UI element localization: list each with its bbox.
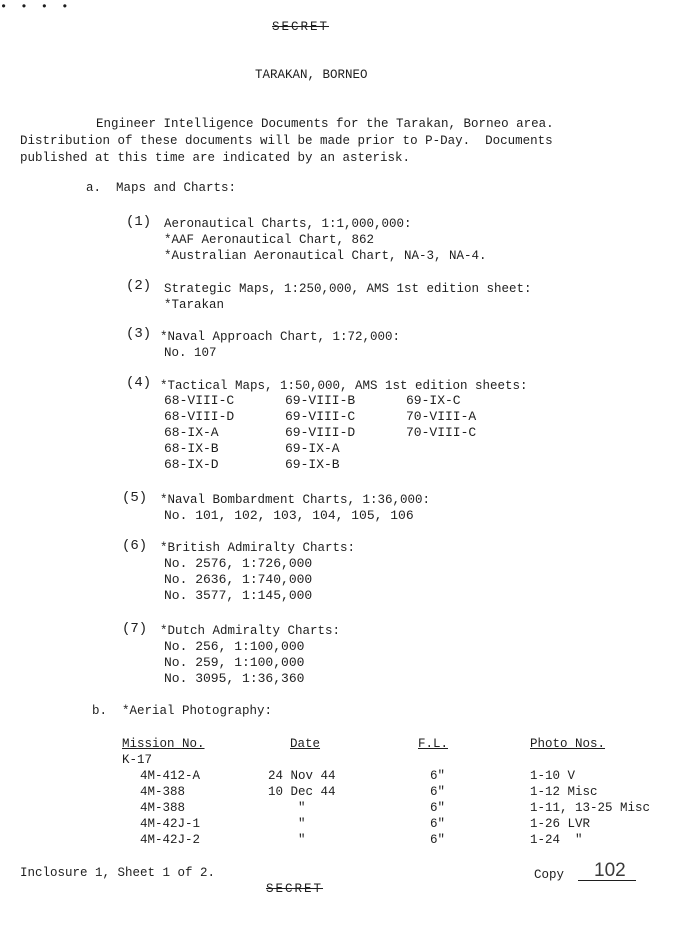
item-line: No. 2576, 1:726,000 — [164, 556, 313, 571]
table-row — [112, 832, 690, 848]
table-row — [112, 816, 690, 832]
item-tactical-maps — [160, 378, 528, 394]
tactical-sheets-column-1 — [164, 393, 234, 473]
document-title: TARAKAN, BORNEO — [255, 68, 368, 82]
fl-cell: 6" — [430, 769, 446, 783]
item-line: *Tactical Maps, 1:50,000, AMS 1st edition sheets: — [160, 379, 528, 393]
mission-cell: 4M-42J-2 — [140, 833, 201, 847]
copy-label: Copy — [534, 868, 565, 882]
sheet-id: 69-IX-A — [285, 441, 340, 456]
item-naval-bombardment-charts — [160, 492, 430, 524]
column-header-date: Date — [290, 737, 321, 751]
sheet-id: 68-IX-A — [164, 425, 219, 440]
fl-cell: 6" — [430, 833, 446, 847]
item-number: (1) — [126, 214, 152, 230]
copy-number: 102 — [594, 860, 626, 881]
sheet-id: 70-VIII-C — [406, 425, 477, 440]
sheet-id: 70-VIII-A — [406, 409, 477, 424]
column-header-photo-nos: Photo Nos. — [530, 737, 606, 751]
sheet-id: 69-VIII-D — [285, 425, 356, 440]
classification-header: SECRET — [272, 20, 330, 34]
intro-line: Distribution of these documents will be made prior to P-Day. Documents — [20, 134, 553, 148]
section-a-label: a. Maps and Charts: — [86, 181, 237, 195]
item-line: *Dutch Admiralty Charts: — [160, 624, 341, 638]
date-cell: 24 Nov 44 — [268, 769, 336, 783]
item-naval-approach-chart — [160, 329, 400, 361]
sheet-id: 68-IX-D — [164, 457, 219, 472]
item-number: (2) — [126, 278, 152, 294]
item-number: (7) — [122, 621, 148, 637]
item-dutch-admiralty-charts — [160, 623, 340, 687]
sheet-id: 68-IX-B — [164, 441, 219, 456]
date-cell: " — [298, 801, 306, 815]
item-line: Aeronautical Charts, 1:1,000,000: — [164, 217, 412, 231]
sheet-id: 68-VIII-C — [164, 393, 235, 408]
intro-line: published at this time are indicated by an asterisk. — [20, 151, 411, 165]
table-group-row — [112, 752, 690, 768]
classification-footer: SECRET — [266, 882, 324, 896]
date-cell: 10 Dec 44 — [268, 785, 336, 799]
photo-nos-cell: 1-10 V — [530, 769, 576, 783]
mission-cell: 4M-42J-1 — [140, 817, 201, 831]
sheet-id: 69-VIII-B — [285, 393, 356, 408]
item-line: No. 2636, 1:740,000 — [164, 572, 313, 587]
sheet-id: 69-VIII-C — [285, 409, 356, 424]
mission-cell: 4M-388 — [140, 801, 186, 815]
item-british-admiralty-charts — [160, 540, 355, 604]
table-row — [112, 784, 690, 800]
item-number: (5) — [122, 490, 148, 506]
intro-line: Engineer Intelligence Documents for the Tarakan, Borneo area. — [96, 117, 554, 131]
item-line: No. 107 — [164, 346, 217, 360]
aerial-photography-table — [112, 736, 690, 848]
intro-paragraph — [20, 116, 620, 167]
item-line: Strategic Maps, 1:250,000, AMS 1st edition sheet: — [164, 282, 532, 296]
sheet-id: 68-VIII-D — [164, 409, 235, 424]
item-line: *British Admiralty Charts: — [160, 541, 356, 555]
column-header-mission: Mission No. — [122, 737, 205, 751]
item-aeronautical-charts — [164, 216, 487, 264]
item-strategic-maps — [164, 281, 532, 313]
item-line: No. 3577, 1:145,000 — [164, 588, 313, 603]
section-b-label: b. *Aerial Photography: — [92, 704, 273, 718]
mission-group: K-17 — [122, 753, 153, 767]
mission-cell: 4M-388 — [140, 785, 186, 799]
item-line: *Naval Approach Chart, 1:72,000: — [160, 330, 401, 344]
item-number: (6) — [122, 538, 148, 554]
date-cell: " — [298, 817, 306, 831]
mission-cell: 4M-412-A — [140, 769, 201, 783]
item-line: No. 101, 102, 103, 104, 105, 106 — [164, 508, 414, 523]
item-line: No. 256, 1:100,000 — [164, 639, 305, 654]
tactical-sheets-column-2 — [285, 393, 355, 473]
date-cell: " — [298, 833, 306, 847]
item-line: *Naval Bombardment Charts, 1:36,000: — [160, 493, 431, 507]
fl-cell: 6" — [430, 817, 446, 831]
item-line: No. 3095, 1:36,360 — [164, 671, 305, 686]
inclosure-note: Inclosure 1, Sheet 1 of 2. — [20, 866, 216, 880]
fl-cell: 6" — [430, 801, 446, 815]
photo-nos-cell: 1-12 Misc — [530, 785, 598, 799]
column-header-fl: F.L. — [418, 737, 449, 751]
item-number: (3) — [126, 326, 152, 342]
tactical-sheets-column-3 — [406, 393, 476, 441]
corner-marks: • • • • — [0, 0, 72, 14]
table-row — [112, 800, 690, 816]
item-number: (4) — [126, 375, 152, 391]
photo-nos-cell: 1-24 " — [530, 833, 583, 847]
photo-nos-cell: 1-11, 13-25 Misc — [530, 801, 651, 815]
sheet-id: 69-IX-B — [285, 457, 340, 472]
item-line: *AAF Aeronautical Chart, 862 — [164, 233, 375, 247]
table-row — [112, 768, 690, 784]
item-line: *Tarakan — [164, 298, 225, 312]
item-line: No. 259, 1:100,000 — [164, 655, 305, 670]
table-header-row — [112, 736, 690, 752]
fl-cell: 6" — [430, 785, 446, 799]
item-line: *Australian Aeronautical Chart, NA-3, NA-4. — [164, 249, 487, 263]
photo-nos-cell: 1-26 LVR — [530, 817, 591, 831]
sheet-id: 69-IX-C — [406, 393, 461, 408]
